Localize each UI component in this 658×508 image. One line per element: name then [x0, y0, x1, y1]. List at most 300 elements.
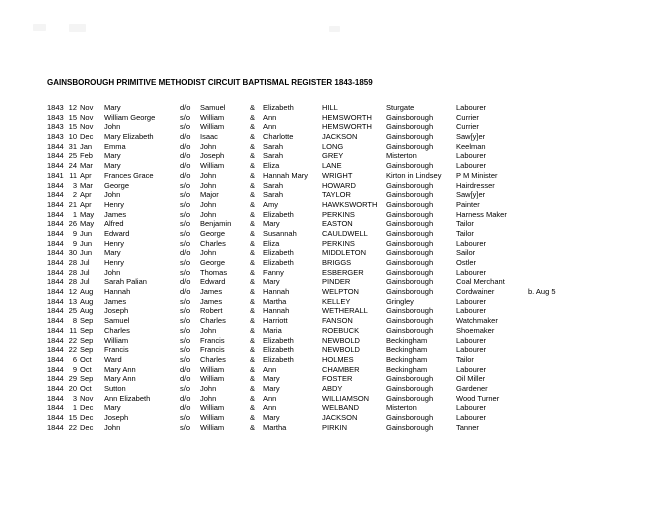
cell-year: 1844: [47, 316, 64, 326]
ampersand: &: [250, 354, 256, 364]
cell-surname: WRIGHT: [322, 170, 353, 180]
table-row: [47, 181, 578, 191]
cell-father: William: [200, 122, 225, 132]
ampersand: &: [250, 219, 256, 229]
cell-surname: WETHERALL: [322, 306, 368, 316]
table-row: [47, 355, 578, 365]
cell-child-name: Henry: [104, 258, 125, 267]
cell-day: 26: [68, 219, 77, 229]
cell-month: Jan: [80, 141, 93, 151]
cell-year: 1844: [47, 306, 64, 316]
cell-note: [528, 365, 578, 375]
cell-year: 1844: [47, 296, 64, 306]
cell-occupation: Labourer: [456, 161, 487, 171]
cell-surname: KELLEY: [322, 296, 351, 306]
cell-child-name: Henry: [104, 238, 125, 248]
cell-relation: d/o: [180, 161, 191, 171]
cell-surname: JACKSON: [322, 413, 358, 422]
cell-year: 1844: [47, 228, 64, 238]
cell-mother: Ann: [263, 403, 277, 413]
table-row: [47, 132, 578, 142]
cell-relation: d/o: [180, 132, 191, 142]
cell-child-name: Mary Elizabeth: [104, 132, 154, 142]
table-row: [47, 219, 578, 229]
table-row: [47, 103, 578, 113]
cell-place: Gainsborough: [386, 180, 434, 190]
cell-year: 1844: [47, 335, 64, 345]
cell-place: Sturgate: [386, 103, 415, 112]
cell-month: Apr: [80, 199, 92, 209]
ampersand: &: [250, 112, 256, 122]
cell-month: Dec: [80, 132, 94, 142]
cell-child-name: Mary Ann: [104, 364, 136, 374]
cell-relation: d/o: [180, 393, 191, 403]
cell-place: Gainsborough: [386, 374, 434, 384]
ampersand: &: [250, 325, 256, 335]
cell-year: 1844: [47, 364, 64, 374]
cell-note: [528, 423, 578, 433]
cell-mother: Maria: [263, 325, 282, 335]
cell-father: John: [200, 248, 217, 258]
table-row: [47, 142, 578, 152]
cell-note: [528, 374, 578, 384]
cell-surname: ABDY: [322, 383, 343, 393]
cell-surname: PERKINS: [322, 238, 355, 248]
cell-child-name: Mary: [104, 161, 121, 171]
cell-father: William: [200, 112, 225, 122]
table-row: [47, 190, 578, 200]
cell-mother: Elizabeth: [263, 103, 294, 112]
cell-note: [528, 122, 578, 132]
cell-surname: EASTON: [322, 219, 353, 229]
cell-place: Beckingham: [386, 345, 428, 355]
ampersand: &: [250, 277, 256, 287]
cell-day: 11: [69, 325, 77, 335]
cell-year: 1841: [47, 170, 64, 180]
ampersand: &: [250, 161, 256, 171]
cell-surname: MIDDLETON: [322, 248, 367, 258]
cell-occupation: Cordwainer: [456, 287, 495, 297]
table-row: [47, 113, 578, 123]
cell-occupation: Coal Merchant: [456, 277, 505, 287]
scan-artifact: [69, 24, 86, 32]
cell-month: Sep: [80, 325, 94, 335]
cell-mother: Sarah: [263, 151, 284, 161]
cell-place: Gainsborough: [386, 316, 434, 326]
cell-surname: BRIGGS: [322, 258, 352, 267]
cell-surname: HAWKSWORTH: [322, 199, 378, 209]
cell-place: Gainsborough: [386, 258, 434, 267]
cell-year: 1844: [47, 403, 64, 413]
cell-father: John: [200, 393, 217, 403]
cell-mother: Ann: [263, 112, 277, 122]
cell-occupation: Tailor: [456, 228, 474, 238]
ampersand: &: [250, 258, 256, 267]
cell-month: Apr: [80, 170, 92, 180]
ampersand: &: [250, 141, 256, 151]
cell-day: 31: [68, 141, 77, 151]
cell-note: [528, 161, 578, 171]
cell-occupation: Labourer: [456, 151, 487, 161]
cell-note: [528, 268, 578, 278]
cell-father: Francis: [200, 345, 225, 355]
cell-day: 1: [72, 403, 77, 413]
cell-place: Gainsborough: [386, 238, 434, 248]
cell-year: 1844: [47, 258, 64, 267]
cell-mother: Elizabeth: [263, 354, 294, 364]
cell-month: Nov: [80, 112, 94, 122]
cell-month: Sep: [80, 345, 94, 355]
cell-place: Gainsborough: [386, 209, 434, 219]
cell-child-name: Mary: [104, 151, 121, 161]
cell-year: 1844: [47, 277, 64, 287]
cell-day: 20: [68, 383, 77, 393]
cell-surname: GREY: [322, 151, 344, 161]
cell-day: 10: [68, 132, 77, 142]
cell-note: [528, 219, 578, 229]
cell-day: 9: [72, 364, 77, 374]
cell-month: Mar: [80, 180, 93, 190]
cell-place: Gainsborough: [386, 393, 434, 403]
cell-father: James: [200, 296, 223, 306]
cell-surname: HEMSWORTH: [322, 122, 372, 132]
cell-mother: Martha: [263, 422, 287, 432]
ampersand: &: [250, 122, 256, 132]
cell-day: 21: [68, 199, 77, 209]
cell-father: Thomas: [200, 267, 228, 277]
cell-mother: Mary: [263, 219, 280, 229]
cell-mother: Elizabeth: [263, 345, 294, 355]
cell-note: [528, 297, 578, 307]
cell-child-name: Ann Elizabeth: [104, 393, 151, 403]
cell-note: [528, 345, 578, 355]
cell-occupation: Saw[y]er: [456, 190, 486, 200]
cell-relation: s/o: [180, 325, 191, 335]
ampersand: &: [250, 190, 256, 200]
cell-month: Jul: [80, 258, 90, 267]
scan-artifact: [33, 24, 46, 31]
cell-note: [528, 229, 578, 239]
cell-mother: Hannah Mary: [263, 170, 309, 180]
cell-mother: Mary: [263, 277, 280, 287]
cell-father: Isaac: [200, 132, 218, 142]
cell-day: 22: [68, 345, 77, 355]
cell-day: 22: [68, 335, 77, 345]
cell-child-name: George: [104, 180, 130, 190]
cell-year: 1844: [47, 354, 64, 364]
cell-place: Gainsborough: [386, 306, 434, 316]
cell-father: William: [200, 413, 225, 422]
cell-place: Beckingham: [386, 335, 428, 345]
cell-month: Oct: [80, 354, 92, 364]
cell-day: 15: [68, 122, 77, 132]
cell-child-name: Francis: [104, 345, 129, 355]
table-row: [47, 200, 578, 210]
cell-day: 24: [68, 161, 77, 171]
cell-year: 1844: [47, 248, 64, 258]
cell-month: Nov: [80, 103, 94, 112]
cell-mother: Mary: [263, 383, 280, 393]
cell-month: Dec: [80, 413, 94, 422]
cell-child-name: William George: [104, 112, 156, 122]
cell-year: 1844: [47, 267, 64, 277]
cell-note: [528, 326, 578, 336]
cell-day: 12: [68, 103, 77, 112]
cell-place: Misterton: [386, 403, 417, 413]
cell-mother: Ann: [263, 364, 277, 374]
table-row: [47, 326, 578, 336]
cell-surname: NEWBOLD: [322, 345, 360, 355]
table-row: [47, 345, 578, 355]
cell-place: Misterton: [386, 151, 417, 161]
cell-relation: s/o: [180, 219, 191, 229]
cell-year: 1844: [47, 374, 64, 384]
cell-year: 1844: [47, 287, 64, 297]
table-row: [47, 374, 578, 384]
cell-father: John: [200, 199, 217, 209]
cell-child-name: Frances Grace: [104, 170, 154, 180]
cell-relation: d/o: [180, 141, 191, 151]
cell-month: Jul: [80, 267, 90, 277]
cell-note: [528, 384, 578, 394]
cell-mother: Mary: [263, 413, 280, 422]
baptism-register-table: [47, 103, 578, 432]
cell-occupation: Tailor: [456, 219, 474, 229]
cell-relation: s/o: [180, 354, 191, 364]
cell-father: Charles: [200, 354, 226, 364]
cell-day: 3: [72, 393, 77, 403]
ampersand: &: [250, 199, 256, 209]
cell-child-name: John: [104, 422, 121, 432]
cell-relation: d/o: [180, 374, 191, 384]
cell-year: 1844: [47, 151, 64, 161]
cell-child-name: Alfred: [104, 219, 124, 229]
cell-child-name: Sarah Palian: [104, 277, 147, 287]
cell-occupation: Labourer: [456, 296, 487, 306]
cell-father: William: [200, 422, 225, 432]
cell-surname: PIRKIN: [322, 422, 348, 432]
cell-surname: PINDER: [322, 277, 351, 287]
cell-father: George: [200, 258, 226, 267]
cell-surname: HOLMES: [322, 354, 354, 364]
cell-child-name: Sutton: [104, 383, 126, 393]
cell-occupation: Labourer: [456, 306, 487, 316]
cell-month: May: [80, 219, 95, 229]
cell-occupation: Labourer: [456, 335, 487, 345]
cell-father: Charles: [200, 316, 226, 326]
cell-relation: d/o: [180, 277, 191, 287]
table-row: [47, 306, 578, 316]
cell-year: 1844: [47, 209, 64, 219]
cell-mother: Elizabeth: [263, 335, 294, 345]
cell-year: 1844: [47, 422, 64, 432]
cell-note: [528, 200, 578, 210]
cell-place: Gainsborough: [386, 228, 434, 238]
cell-surname: WELBAND: [322, 403, 360, 413]
ampersand: &: [250, 103, 256, 112]
cell-occupation: Labourer: [456, 267, 487, 277]
cell-child-name: Henry: [104, 199, 125, 209]
cell-mother: Eliza: [263, 161, 280, 171]
table-row: [47, 161, 578, 171]
cell-child-name: Mary Ann: [104, 374, 136, 384]
cell-day: 15: [68, 112, 77, 122]
cell-surname: PERKINS: [322, 209, 355, 219]
cell-relation: d/o: [180, 151, 191, 161]
cell-relation: d/o: [180, 103, 191, 112]
cell-day: 30: [68, 248, 77, 258]
cell-year: 1844: [47, 325, 64, 335]
cell-day: 15: [68, 413, 77, 422]
cell-relation: s/o: [180, 267, 191, 277]
ampersand: &: [250, 238, 256, 248]
cell-child-name: Charles: [104, 325, 130, 335]
cell-mother: Eliza: [263, 238, 280, 248]
cell-day: 28: [68, 277, 77, 287]
cell-day: 3: [72, 180, 77, 190]
cell-occupation: Ostler: [456, 258, 477, 267]
cell-child-name: Ward: [104, 354, 122, 364]
cell-father: John: [200, 383, 217, 393]
ampersand: &: [250, 422, 256, 432]
cell-surname: LONG: [322, 141, 344, 151]
cell-year: 1844: [47, 383, 64, 393]
cell-day: 8: [72, 316, 77, 326]
cell-father: Major: [200, 190, 219, 200]
ampersand: &: [250, 180, 256, 190]
cell-note: [528, 171, 578, 181]
cell-mother: Sarah: [263, 141, 284, 151]
cell-relation: d/o: [180, 403, 191, 413]
cell-month: Sep: [80, 335, 94, 345]
cell-note: [528, 394, 578, 404]
cell-child-name: Joseph: [104, 306, 129, 316]
cell-year: 1843: [47, 112, 64, 122]
cell-surname: HEMSWORTH: [322, 112, 372, 122]
ampersand: &: [250, 335, 256, 345]
cell-mother: Susannah: [263, 228, 297, 238]
cell-month: Sep: [80, 374, 94, 384]
cell-year: 1843: [47, 103, 64, 112]
cell-occupation: Watchmaker: [456, 316, 498, 326]
cell-note: [528, 316, 578, 326]
table-row: [47, 151, 578, 161]
table-row: [47, 268, 578, 278]
cell-day: 12: [68, 287, 77, 297]
cell-child-name: Hannah: [104, 287, 131, 297]
cell-father: William: [200, 403, 225, 413]
cell-place: Gainsborough: [386, 248, 434, 258]
ampersand: &: [250, 316, 256, 326]
cell-month: Apr: [80, 190, 92, 200]
cell-year: 1844: [47, 141, 64, 151]
cell-father: John: [200, 180, 217, 190]
cell-month: Oct: [80, 364, 92, 374]
cell-month: Feb: [80, 151, 93, 161]
cell-mother: Elizabeth: [263, 258, 294, 267]
cell-father: George: [200, 228, 226, 238]
cell-year: 1844: [47, 238, 64, 248]
ampersand: &: [250, 393, 256, 403]
cell-father: John: [200, 209, 217, 219]
cell-place: Gainsborough: [386, 413, 434, 422]
cell-day: 28: [68, 267, 77, 277]
cell-surname: NEWBOLD: [322, 335, 360, 345]
cell-day: 9: [72, 238, 77, 248]
cell-place: Gainsborough: [386, 161, 434, 171]
table-row: [47, 229, 578, 239]
cell-child-name: Joseph: [104, 413, 129, 422]
cell-occupation: Harness Maker: [456, 209, 507, 219]
cell-mother: Mary: [263, 374, 280, 384]
table-row: [47, 287, 578, 297]
cell-month: Jun: [80, 238, 93, 248]
cell-note: [528, 336, 578, 346]
cell-father: William: [200, 161, 225, 171]
ampersand: &: [250, 345, 256, 355]
cell-day: 25: [68, 151, 77, 161]
cell-place: Gainsborough: [386, 383, 434, 393]
cell-note: [528, 239, 578, 249]
ampersand: &: [250, 403, 256, 413]
cell-surname: TAYLOR: [322, 190, 351, 200]
ampersand: &: [250, 296, 256, 306]
cell-mother: Elizabeth: [263, 248, 294, 258]
table-row: [47, 413, 578, 423]
cell-year: 1843: [47, 132, 64, 142]
ampersand: &: [250, 209, 256, 219]
cell-note: [528, 142, 578, 152]
cell-father: Samuel: [200, 103, 226, 112]
cell-child-name: John: [104, 190, 121, 200]
cell-relation: s/o: [180, 199, 191, 209]
ampersand: &: [250, 383, 256, 393]
ampersand: &: [250, 287, 256, 297]
cell-occupation: Painter: [456, 199, 480, 209]
cell-day: 11: [69, 170, 77, 180]
cell-father: William: [200, 364, 225, 374]
cell-surname: FOSTER: [322, 374, 353, 384]
cell-father: Robert: [200, 306, 223, 316]
table-row: [47, 239, 578, 249]
cell-relation: d/o: [180, 287, 191, 297]
cell-occupation: P M Minister: [456, 170, 498, 180]
ampersand: &: [250, 132, 256, 142]
cell-year: 1844: [47, 219, 64, 229]
table-row: [47, 316, 578, 326]
cell-relation: s/o: [180, 190, 191, 200]
cell-relation: s/o: [180, 258, 191, 267]
cell-month: Jun: [80, 228, 93, 238]
cell-year: 1844: [47, 180, 64, 190]
cell-note: [528, 355, 578, 365]
cell-surname: WELPTON: [322, 287, 359, 297]
cell-note: [528, 151, 578, 161]
cell-occupation: Labourer: [456, 403, 487, 413]
ampersand: &: [250, 374, 256, 384]
cell-note: [528, 113, 578, 123]
table-row: [47, 122, 578, 132]
cell-month: Aug: [80, 296, 94, 306]
cell-note: b. Aug 5: [528, 287, 556, 297]
cell-place: Gainsborough: [386, 422, 434, 432]
table-row: [47, 403, 578, 413]
table-row: [47, 277, 578, 287]
cell-place: Gainsborough: [386, 199, 434, 209]
cell-occupation: Hairdresser: [456, 180, 495, 190]
cell-father: James: [200, 287, 223, 297]
cell-day: 28: [68, 258, 77, 267]
